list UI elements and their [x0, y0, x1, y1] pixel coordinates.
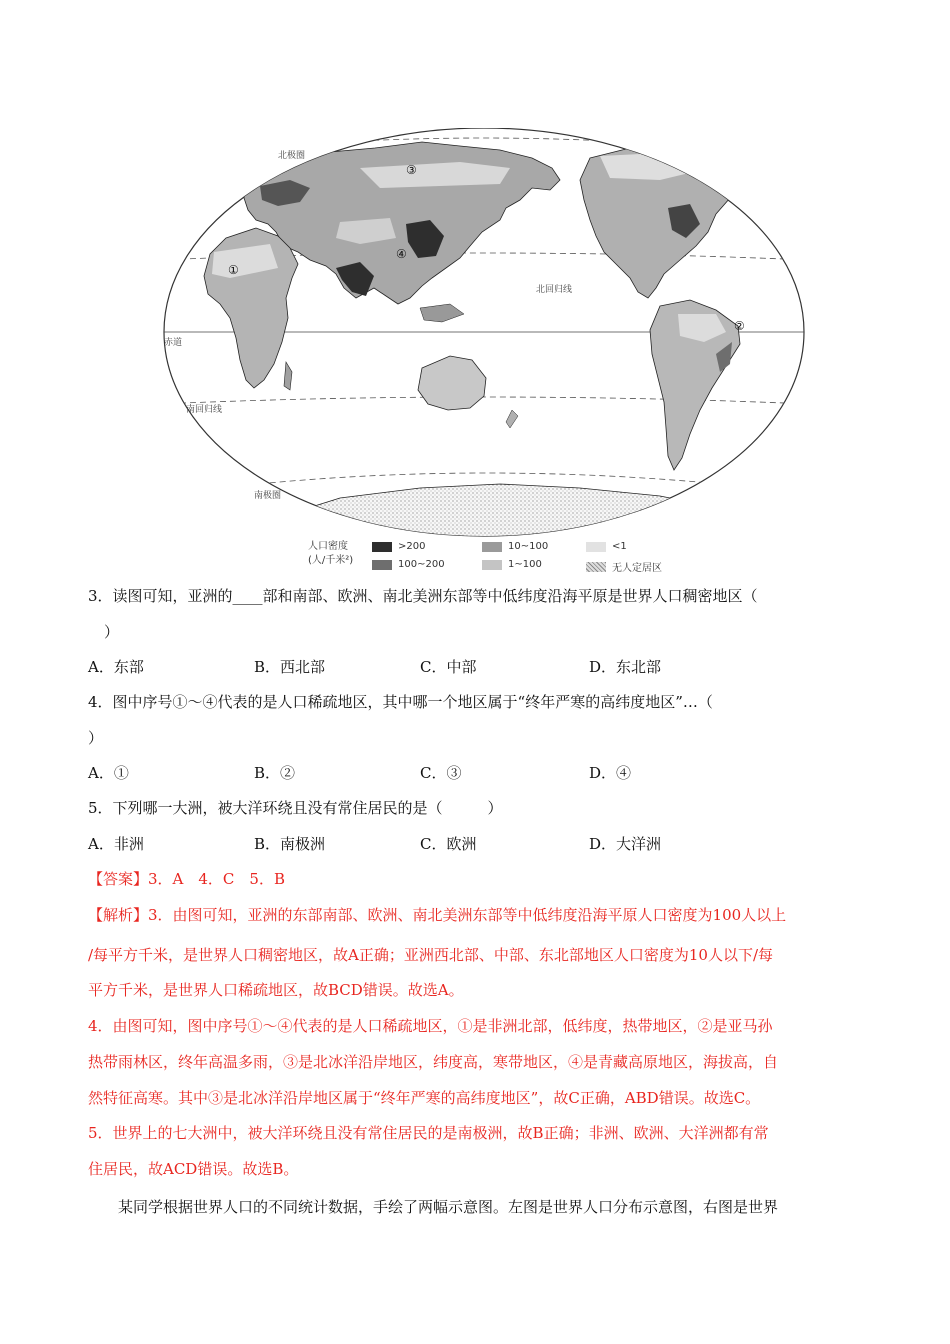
question-4-paren: ）: [88, 729, 104, 747]
legend-swatch: [482, 560, 502, 570]
legend-label: >200: [398, 541, 426, 552]
legend-label: 1~100: [508, 559, 542, 570]
q5-option-b[interactable]: B．南极洲: [254, 835, 326, 853]
question-4-text: 4．图中序号①～④代表的是人口稀疏地区，其中哪一个地区属于“终年严寒的高纬度地区”…（: [88, 693, 713, 711]
analysis-line-7: 5．世界上的七大洲中，被大洋环绕且没有常住居民的是南极洲，故B正确；非洲、欧洲、大洋洲都有常: [88, 1124, 769, 1142]
marker-region-3: ③: [406, 163, 417, 177]
legend-label: <1: [612, 541, 627, 552]
q3-option-b[interactable]: B．西北部: [254, 658, 326, 676]
q3-option-d[interactable]: D．东北部: [589, 658, 662, 676]
legend-swatch: [586, 562, 606, 572]
label-arctic-circle: 北极圈: [278, 151, 306, 161]
analysis-line-3: 平方千米，是世界人口稀疏地区，故BCD错误。故选A。: [88, 981, 464, 999]
legend-item-1-100: [482, 559, 542, 570]
analysis-line-4: 4．由图可知，图中序号①～④代表的是人口稀疏地区，①是非洲北部，低纬度，热带地区，②是亚马孙: [88, 1017, 773, 1035]
analysis-line-2: /每平方千米，是世界人口稠密地区，故A正确；亚洲西北部、中部、东北部地区人口密度为10人以下/每: [88, 946, 774, 964]
greenland: [680, 130, 740, 162]
legend-item-10-100: [482, 541, 548, 552]
legend-label: 100~200: [398, 559, 445, 570]
question-3-text: 3．读图可知，亚洲的____部和南部、欧洲、南北美洲东部等中低纬度沿海平原是世界人口稠密地区（: [88, 587, 758, 605]
answer-line: 【答案】3．A 4．C 5．B: [88, 870, 285, 888]
legend-label: 无人定居区: [612, 563, 662, 574]
legend-item-lt1: [586, 541, 627, 552]
legend-swatch: [586, 542, 606, 552]
label-antarctic-circle: 南极圈: [254, 491, 282, 501]
legend-title-line1: 人口密度: [308, 541, 348, 552]
legend-item-uninhabited: [586, 559, 662, 574]
map-legend: [308, 540, 728, 576]
q4-option-a[interactable]: A．①: [88, 764, 129, 782]
intro-paragraph: 某同学根据世界人口的不同统计数据，手绘了两幅示意图。左图是世界人口分布示意图，右图是世界: [118, 1198, 779, 1216]
legend-item-gt200: [372, 541, 425, 552]
label-equator: 赤道: [164, 338, 183, 348]
q4-option-d[interactable]: D．④: [589, 764, 632, 782]
question-3-paren: ）: [104, 623, 120, 641]
analysis-line-1: 【解析】3．由图可知，亚洲的东部南部、欧洲、南北美洲东部等中低纬度沿海平原人口密度为100人以上: [88, 906, 787, 924]
analysis-line-6: 然特征高寒。其中③是北冰洋沿岸地区属于“终年严寒的高纬度地区”，故C正确，ABD错误。故选C。: [88, 1089, 761, 1107]
marker-region-2: ②: [734, 319, 745, 333]
label-tropic-cancer: 北回归线: [536, 285, 573, 295]
q5-option-d[interactable]: D．大洋洲: [589, 835, 662, 853]
legend-swatch: [372, 542, 392, 552]
q3-option-a[interactable]: A．东部: [88, 658, 144, 676]
analysis-line-5: 热带雨林区，终年高温多雨，③是北冰洋沿岸地区，纬度高，寒带地区，④是青藏高原地区，海拔高，自: [88, 1053, 779, 1071]
q5-option-a[interactable]: A．非洲: [88, 835, 144, 853]
legend-title-line2: (人/千米²): [308, 555, 354, 566]
legend-label: 10~100: [508, 541, 549, 552]
legend-swatch: [372, 560, 392, 570]
q5-option-c[interactable]: C．欧洲: [420, 835, 477, 853]
world-population-map: [160, 128, 808, 540]
legend-title: [308, 540, 353, 568]
legend-item-100-200: [372, 559, 445, 570]
q4-option-c[interactable]: C．③: [420, 764, 462, 782]
legend-swatch: [482, 542, 502, 552]
question-5-text: 5．下列哪一大洲，被大洋环绕且没有常住居民的是（ ）: [88, 799, 503, 817]
marker-region-1: ①: [228, 263, 239, 277]
marker-region-4: ④: [396, 247, 407, 261]
map-svg: [160, 128, 808, 540]
q4-option-b[interactable]: B．②: [254, 764, 296, 782]
label-tropic-capricorn: 南回归线: [186, 405, 223, 415]
canada-north-sparse: [600, 152, 710, 180]
q3-option-c[interactable]: C．中部: [420, 658, 477, 676]
analysis-line-8: 住居民，故ACD错误。故选B。: [88, 1160, 299, 1178]
